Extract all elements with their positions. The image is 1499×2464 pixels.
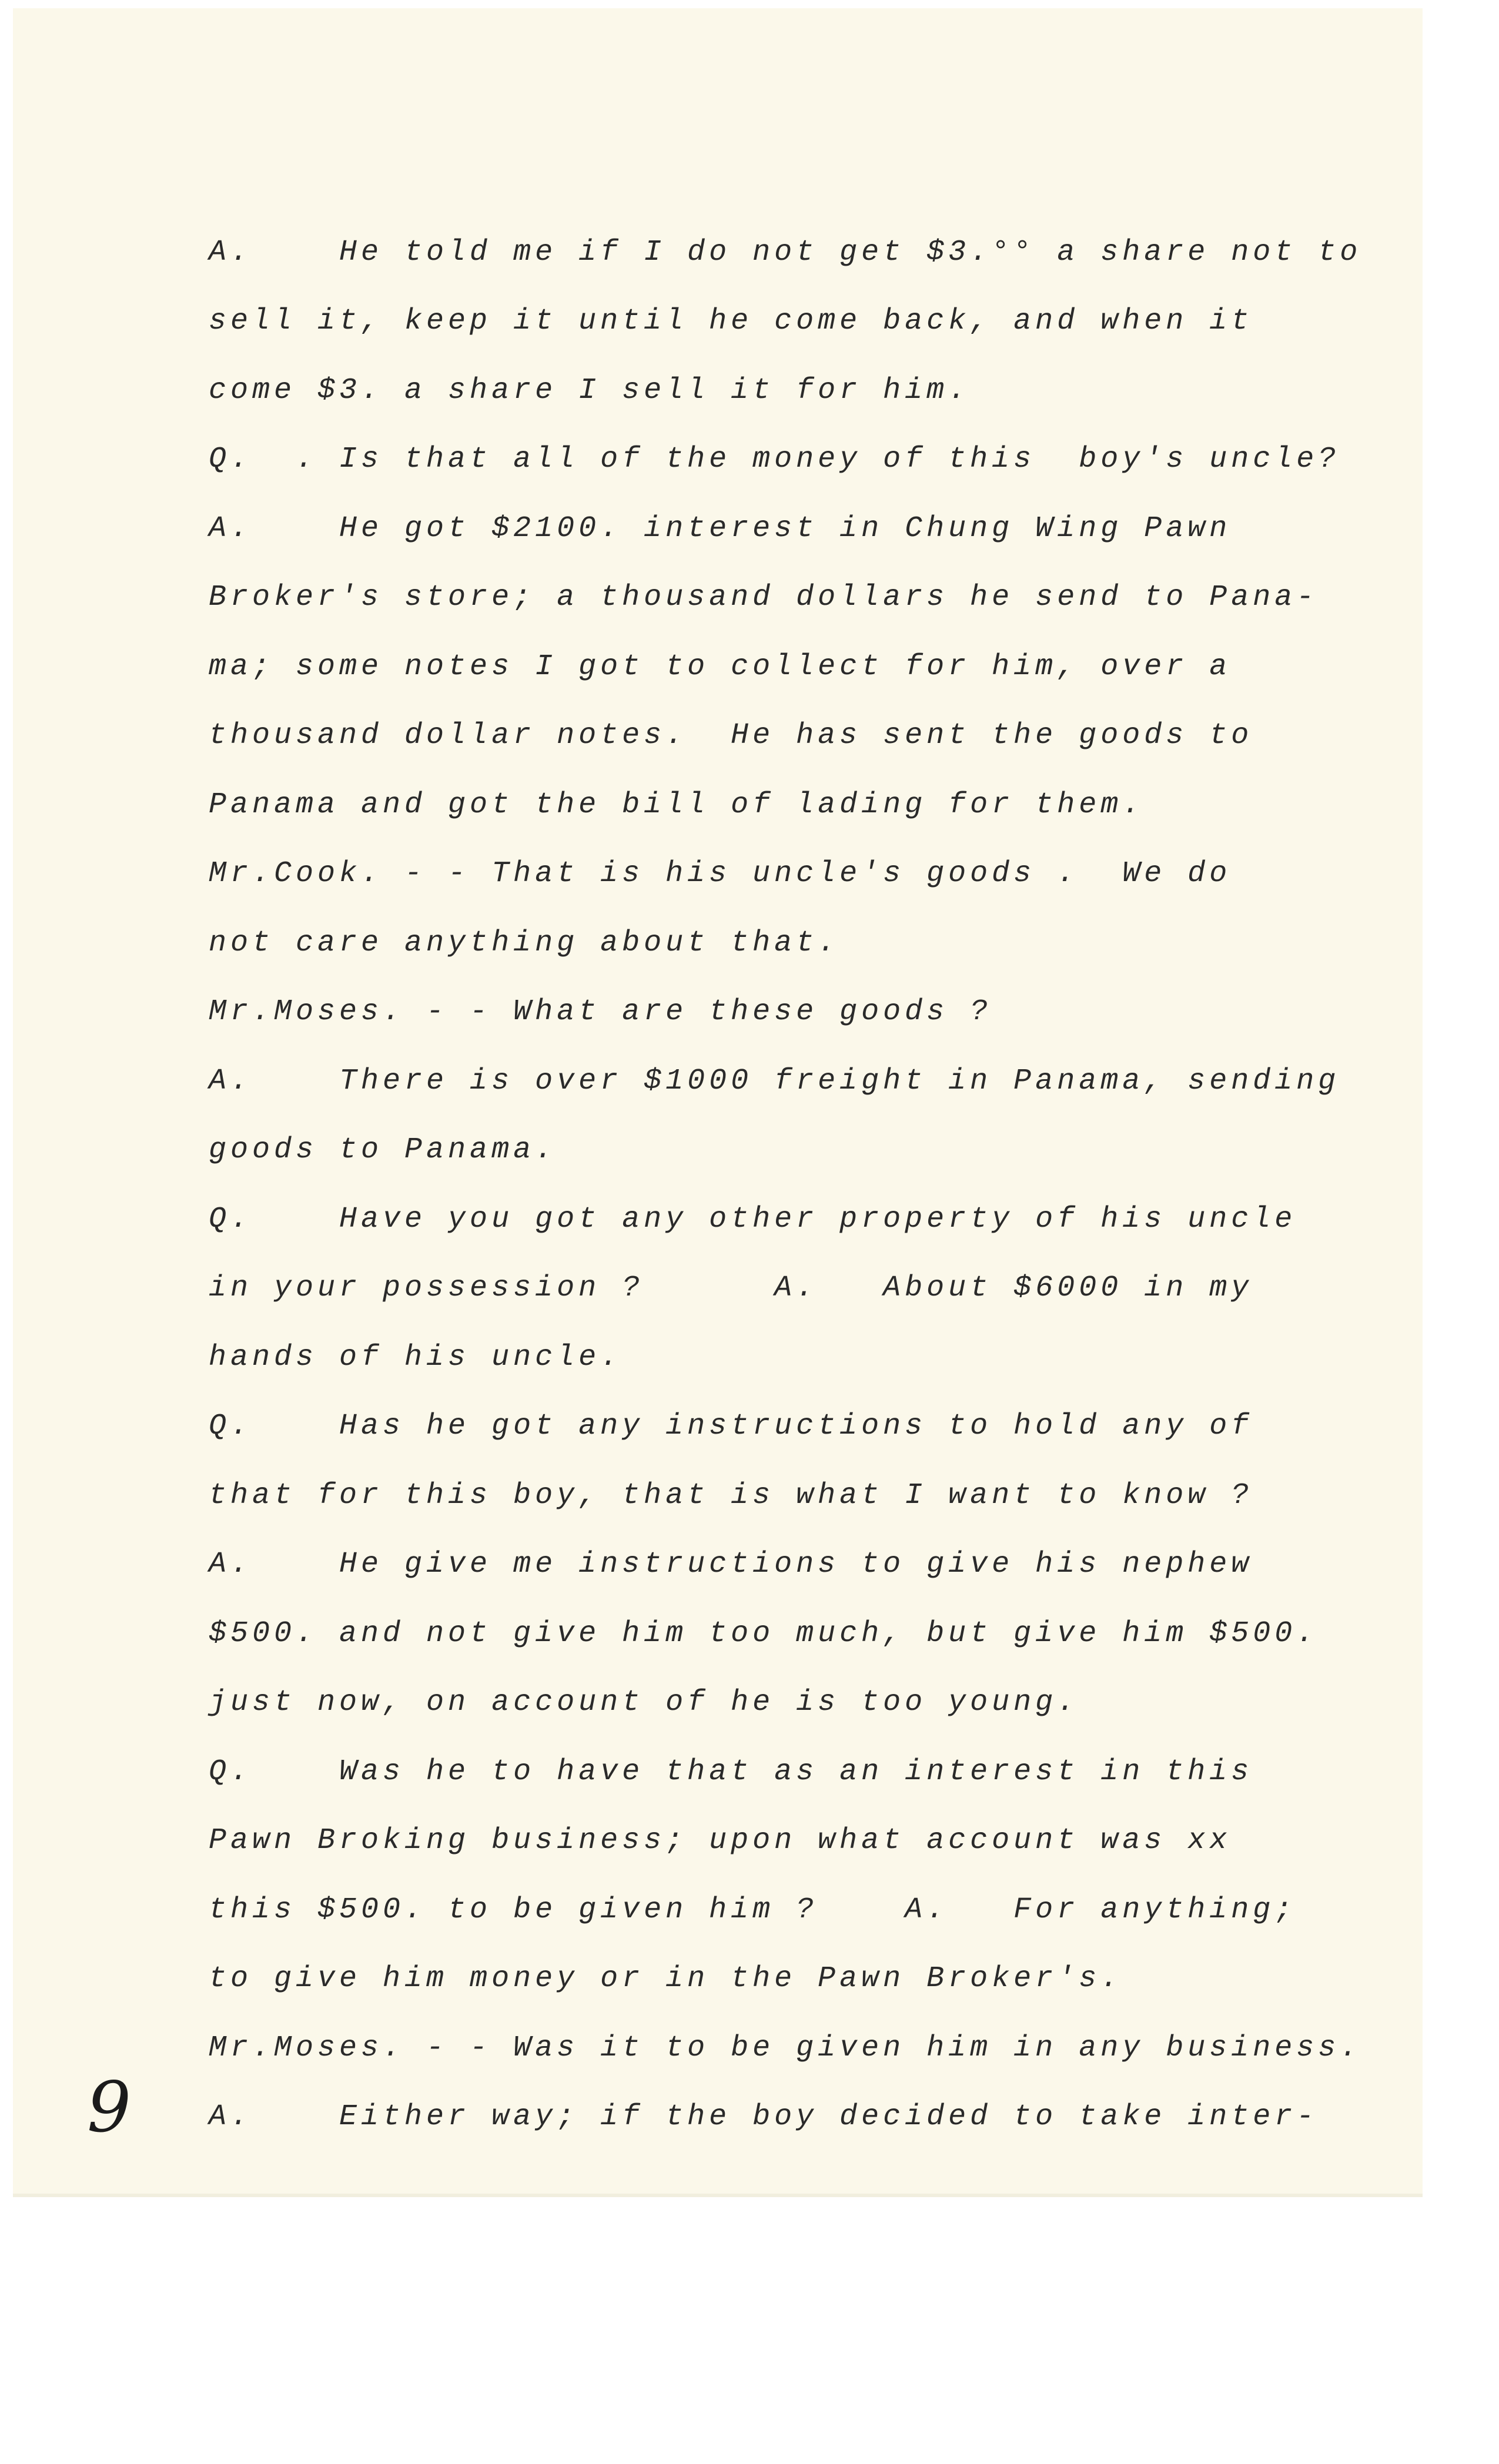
page-edge-shadow: [13, 2194, 1423, 2197]
text-line-1: A. He told me if I do not get $3.°° a share not to: [209, 236, 1362, 269]
text-line-20: A. He give me instructions to give his nephew: [209, 1548, 1253, 1581]
text-line-28: A. Either way; if the boy decided to take inter-: [209, 2100, 1319, 2134]
text-line-14: goods to Panama.: [209, 1133, 557, 1167]
text-line-21: $500. and not give him too much, but give him $500.: [209, 1617, 1319, 1651]
text-line-3: come $3. a share I sell it for him.: [209, 374, 971, 407]
text-line-22: just now, on account of he is too young.: [209, 1686, 1079, 1719]
text-line-2: sell it, keep it until he come back, and when it: [209, 304, 1253, 338]
text-line-5: A. He got $2100. interest in Chung Wing Pawn: [209, 512, 1232, 545]
text-line-16: in your possession ? A. About $6000 in my: [209, 1271, 1253, 1305]
text-line-11: not care anything about that.: [209, 926, 840, 960]
text-line-17: hands of his uncle.: [209, 1341, 623, 1374]
text-line-10: Mr.Cook. - - That is his uncle's goods . We do: [209, 857, 1232, 890]
text-line-15: Q. Have you got any other property of his uncle: [209, 1203, 1297, 1236]
text-line-19: that for this boy, that is what I want to know ?: [209, 1479, 1253, 1512]
text-line-24: Pawn Broking business; upon what account was xx: [209, 1824, 1232, 1857]
page-number: 9: [87, 2067, 132, 2148]
text-line-9: Panama and got the bill of lading for them.: [209, 788, 1145, 822]
text-line-26: to give him money or in the Pawn Broker's.: [209, 1962, 1123, 1996]
text-line-6: Broker's store; a thousand dollars he send to Pana-: [209, 581, 1319, 614]
text-line-13: A. There is over $1000 freight in Panama, sending: [209, 1064, 1340, 1098]
text-line-8: thousand dollar notes. He has sent the goods to: [209, 719, 1253, 752]
text-line-4: Q. . Is that all of the money of this boy's uncle?: [209, 443, 1340, 476]
text-line-7: ma; some notes I got to collect for him, over a: [209, 650, 1232, 684]
text-line-18: Q. Has he got any instructions to hold any of: [209, 1410, 1253, 1443]
text-line-25: this $500. to be given him ? A. For anything;: [209, 1893, 1297, 1927]
text-line-12: Mr.Moses. - - What are these goods ?: [209, 995, 992, 1029]
text-line-23: Q. Was he to have that as an interest in this: [209, 1755, 1253, 1789]
text-line-27: Mr.Moses. - - Was it to be given him in any business.: [209, 2031, 1362, 2065]
